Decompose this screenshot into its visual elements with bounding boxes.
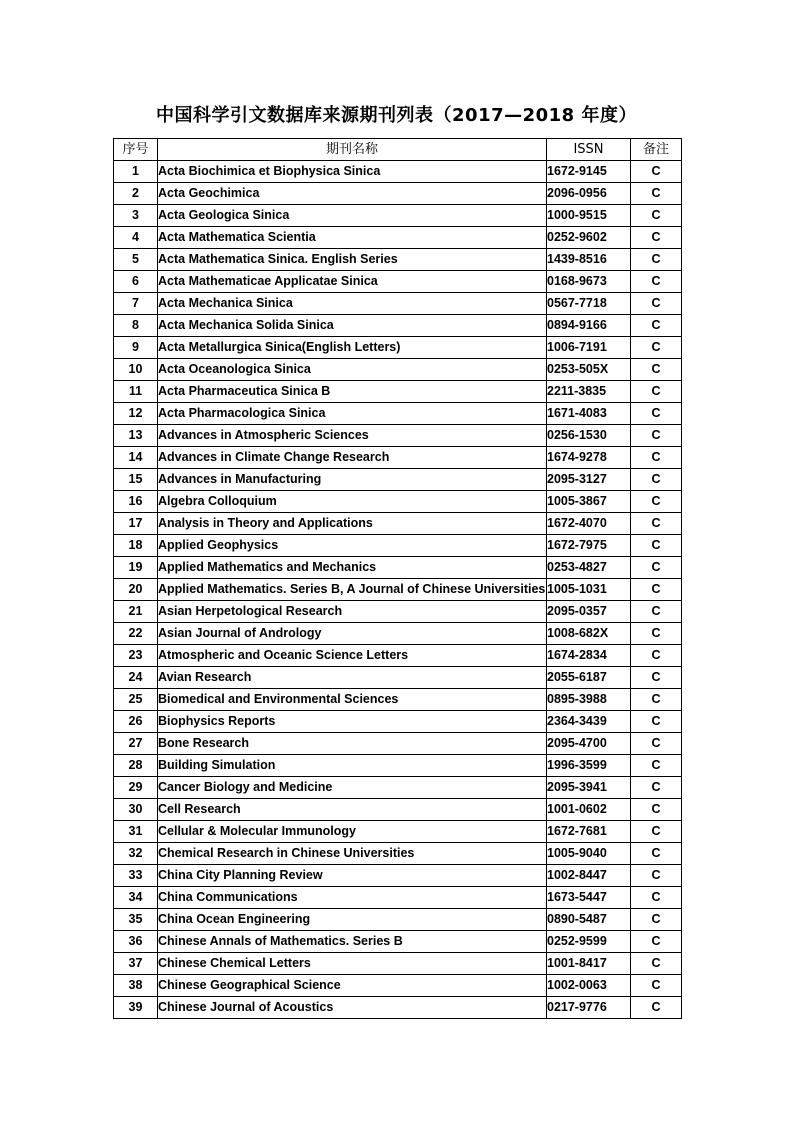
journal-note: C [631, 865, 682, 887]
journal-note: C [631, 799, 682, 821]
journal-note: C [631, 403, 682, 425]
journal-name: Acta Mathematica Sinica. English Series [158, 249, 547, 271]
row-number: 24 [114, 667, 158, 689]
journal-issn: 1672-7975 [547, 535, 631, 557]
journal-note: C [631, 557, 682, 579]
journal-note: C [631, 601, 682, 623]
table-row [114, 447, 682, 469]
journal-note: C [631, 315, 682, 337]
journal-issn: 1000-9515 [547, 205, 631, 227]
journal-name: Advances in Atmospheric Sciences [158, 425, 547, 447]
journal-note: C [631, 293, 682, 315]
journal-issn: 2364-3439 [547, 711, 631, 733]
journal-name: Chemical Research in Chinese Universities [158, 843, 547, 865]
table-row [114, 293, 682, 315]
row-number: 8 [114, 315, 158, 337]
journal-name: Avian Research [158, 667, 547, 689]
journal-issn: 1996-3599 [547, 755, 631, 777]
journal-name: Cell Research [158, 799, 547, 821]
journal-issn: 0895-3988 [547, 689, 631, 711]
journal-issn: 0256-1530 [547, 425, 631, 447]
journal-name: Cellular & Molecular Immunology [158, 821, 547, 843]
journal-note: C [631, 381, 682, 403]
journal-name: Biomedical and Environmental Sciences [158, 689, 547, 711]
table-row [114, 799, 682, 821]
table-row [114, 821, 682, 843]
row-number: 28 [114, 755, 158, 777]
row-number: 4 [114, 227, 158, 249]
journal-note: C [631, 535, 682, 557]
row-number: 9 [114, 337, 158, 359]
journal-issn: 1674-9278 [547, 447, 631, 469]
table-row [114, 975, 682, 997]
table-row [114, 909, 682, 931]
column-header-issn: ISSN [547, 139, 631, 161]
journal-note: C [631, 183, 682, 205]
journal-name: Atmospheric and Oceanic Science Letters [158, 645, 547, 667]
journal-issn: 0567-7718 [547, 293, 631, 315]
row-number: 21 [114, 601, 158, 623]
journal-issn: 0253-505X [547, 359, 631, 381]
page-title: 中国科学引文数据库来源期刊列表（2017—2018 年度） [156, 105, 637, 126]
column-header-no: 序号 [114, 139, 158, 161]
journal-issn: 1002-0063 [547, 975, 631, 997]
journal-issn: 1001-8417 [547, 953, 631, 975]
journal-issn: 2095-0357 [547, 601, 631, 623]
journal-name: Applied Geophysics [158, 535, 547, 557]
journal-note: C [631, 271, 682, 293]
journal-note: C [631, 359, 682, 381]
journal-table [113, 138, 682, 1019]
journal-name: China Ocean Engineering [158, 909, 547, 931]
journal-name: Algebra Colloquium [158, 491, 547, 513]
table-row [114, 623, 682, 645]
table-row [114, 337, 682, 359]
row-number: 11 [114, 381, 158, 403]
table-row [114, 887, 682, 909]
table-row [114, 843, 682, 865]
row-number: 18 [114, 535, 158, 557]
journal-issn: 1002-8447 [547, 865, 631, 887]
row-number: 39 [114, 997, 158, 1019]
journal-name: Chinese Geographical Science [158, 975, 547, 997]
journal-note: C [631, 249, 682, 271]
journal-note: C [631, 469, 682, 491]
table-row [114, 733, 682, 755]
journal-note: C [631, 843, 682, 865]
table-row [114, 865, 682, 887]
row-number: 14 [114, 447, 158, 469]
journal-issn: 1673-5447 [547, 887, 631, 909]
row-number: 3 [114, 205, 158, 227]
journal-name: Applied Mathematics and Mechanics [158, 557, 547, 579]
table-row [114, 315, 682, 337]
journal-name: Acta Mechanica Solida Sinica [158, 315, 547, 337]
journal-name: Acta Biochimica et Biophysica Sinica [158, 161, 547, 183]
table-row [114, 491, 682, 513]
row-number: 12 [114, 403, 158, 425]
journal-issn: 0252-9602 [547, 227, 631, 249]
table-row [114, 645, 682, 667]
journal-issn: 2055-6187 [547, 667, 631, 689]
journal-note: C [631, 513, 682, 535]
journal-note: C [631, 887, 682, 909]
journal-issn: 1439-8516 [547, 249, 631, 271]
row-number: 20 [114, 579, 158, 601]
table-row [114, 359, 682, 381]
journal-name: Asian Journal of Andrology [158, 623, 547, 645]
table-row [114, 469, 682, 491]
journal-name: Asian Herpetological Research [158, 601, 547, 623]
journal-name: Acta Mathematicae Applicatae Sinica [158, 271, 547, 293]
row-number: 27 [114, 733, 158, 755]
journal-issn: 1005-9040 [547, 843, 631, 865]
table-row [114, 579, 682, 601]
row-number: 22 [114, 623, 158, 645]
journal-name: Biophysics Reports [158, 711, 547, 733]
journal-note: C [631, 227, 682, 249]
journal-issn: 1672-7681 [547, 821, 631, 843]
table-row [114, 931, 682, 953]
journal-issn: 1674-2834 [547, 645, 631, 667]
journal-note: C [631, 425, 682, 447]
journal-issn: 1001-0602 [547, 799, 631, 821]
table-header-row [114, 139, 682, 161]
table-row [114, 535, 682, 557]
journal-note: C [631, 645, 682, 667]
row-number: 31 [114, 821, 158, 843]
journal-note: C [631, 161, 682, 183]
journal-note: C [631, 821, 682, 843]
journal-issn: 0894-9166 [547, 315, 631, 337]
row-number: 26 [114, 711, 158, 733]
row-number: 1 [114, 161, 158, 183]
column-header-name: 期刊名称 [158, 139, 547, 161]
row-number: 7 [114, 293, 158, 315]
journal-issn: 0253-4827 [547, 557, 631, 579]
journal-note: C [631, 667, 682, 689]
journal-name: Chinese Annals of Mathematics. Series B [158, 931, 547, 953]
journal-name: China City Planning Review [158, 865, 547, 887]
journal-note: C [631, 777, 682, 799]
journal-issn: 2096-0956 [547, 183, 631, 205]
journal-name: Acta Pharmaceutica Sinica B [158, 381, 547, 403]
table-row [114, 227, 682, 249]
table-row [114, 667, 682, 689]
journal-issn: 2095-3127 [547, 469, 631, 491]
table-row [114, 183, 682, 205]
column-header-note: 备注 [631, 139, 682, 161]
table-row [114, 689, 682, 711]
journal-name: Chinese Chemical Letters [158, 953, 547, 975]
row-number: 30 [114, 799, 158, 821]
journal-issn: 0217-9776 [547, 997, 631, 1019]
table-row [114, 513, 682, 535]
journal-name: Applied Mathematics. Series B, A Journal of Chinese Universities [158, 579, 547, 601]
table-row [114, 997, 682, 1019]
table-row [114, 711, 682, 733]
journal-issn: 2095-3941 [547, 777, 631, 799]
row-number: 19 [114, 557, 158, 579]
table-row [114, 425, 682, 447]
table-row [114, 381, 682, 403]
journal-note: C [631, 975, 682, 997]
row-number: 34 [114, 887, 158, 909]
journal-name: Acta Oceanologica Sinica [158, 359, 547, 381]
journal-note: C [631, 623, 682, 645]
row-number: 23 [114, 645, 158, 667]
journal-note: C [631, 447, 682, 469]
row-number: 29 [114, 777, 158, 799]
row-number: 33 [114, 865, 158, 887]
table-row [114, 755, 682, 777]
journal-issn: 1008-682X [547, 623, 631, 645]
journal-issn: 1006-7191 [547, 337, 631, 359]
journal-note: C [631, 909, 682, 931]
table-row [114, 403, 682, 425]
row-number: 37 [114, 953, 158, 975]
journal-name: Acta Metallurgica Sinica(English Letters) [158, 337, 547, 359]
table-row [114, 557, 682, 579]
journal-note: C [631, 491, 682, 513]
row-number: 10 [114, 359, 158, 381]
journal-issn: 2095-4700 [547, 733, 631, 755]
row-number: 16 [114, 491, 158, 513]
journal-issn: 0168-9673 [547, 271, 631, 293]
journal-note: C [631, 337, 682, 359]
journal-name: Acta Mechanica Sinica [158, 293, 547, 315]
journal-name: Analysis in Theory and Applications [158, 513, 547, 535]
row-number: 35 [114, 909, 158, 931]
journal-note: C [631, 997, 682, 1019]
journal-name: Acta Pharmacologica Sinica [158, 403, 547, 425]
table-row [114, 271, 682, 293]
row-number: 15 [114, 469, 158, 491]
journal-name: Bone Research [158, 733, 547, 755]
journal-issn: 1672-4070 [547, 513, 631, 535]
journal-note: C [631, 711, 682, 733]
journal-name: Advances in Manufacturing [158, 469, 547, 491]
journal-name: Cancer Biology and Medicine [158, 777, 547, 799]
journal-issn: 1005-1031 [547, 579, 631, 601]
journal-name: Building Simulation [158, 755, 547, 777]
journal-issn: 2211-3835 [547, 381, 631, 403]
row-number: 17 [114, 513, 158, 535]
journal-note: C [631, 689, 682, 711]
journal-name: China Communications [158, 887, 547, 909]
row-number: 38 [114, 975, 158, 997]
journal-name: Advances in Climate Change Research [158, 447, 547, 469]
journal-name: Acta Geochimica [158, 183, 547, 205]
row-number: 6 [114, 271, 158, 293]
journal-note: C [631, 733, 682, 755]
row-number: 25 [114, 689, 158, 711]
journal-name: Acta Mathematica Scientia [158, 227, 547, 249]
table-row [114, 161, 682, 183]
table-row [114, 249, 682, 271]
journal-issn: 0252-9599 [547, 931, 631, 953]
row-number: 13 [114, 425, 158, 447]
journal-name: Acta Geologica Sinica [158, 205, 547, 227]
journal-note: C [631, 579, 682, 601]
row-number: 5 [114, 249, 158, 271]
journal-issn: 1005-3867 [547, 491, 631, 513]
table-row [114, 601, 682, 623]
table-row [114, 205, 682, 227]
table-row [114, 777, 682, 799]
journal-note: C [631, 755, 682, 777]
journal-note: C [631, 931, 682, 953]
journal-note: C [631, 953, 682, 975]
journal-issn: 1671-4083 [547, 403, 631, 425]
row-number: 2 [114, 183, 158, 205]
row-number: 32 [114, 843, 158, 865]
journal-name: Chinese Journal of Acoustics [158, 997, 547, 1019]
table-row [114, 953, 682, 975]
journal-issn: 1672-9145 [547, 161, 631, 183]
row-number: 36 [114, 931, 158, 953]
journal-note: C [631, 205, 682, 227]
journal-issn: 0890-5487 [547, 909, 631, 931]
